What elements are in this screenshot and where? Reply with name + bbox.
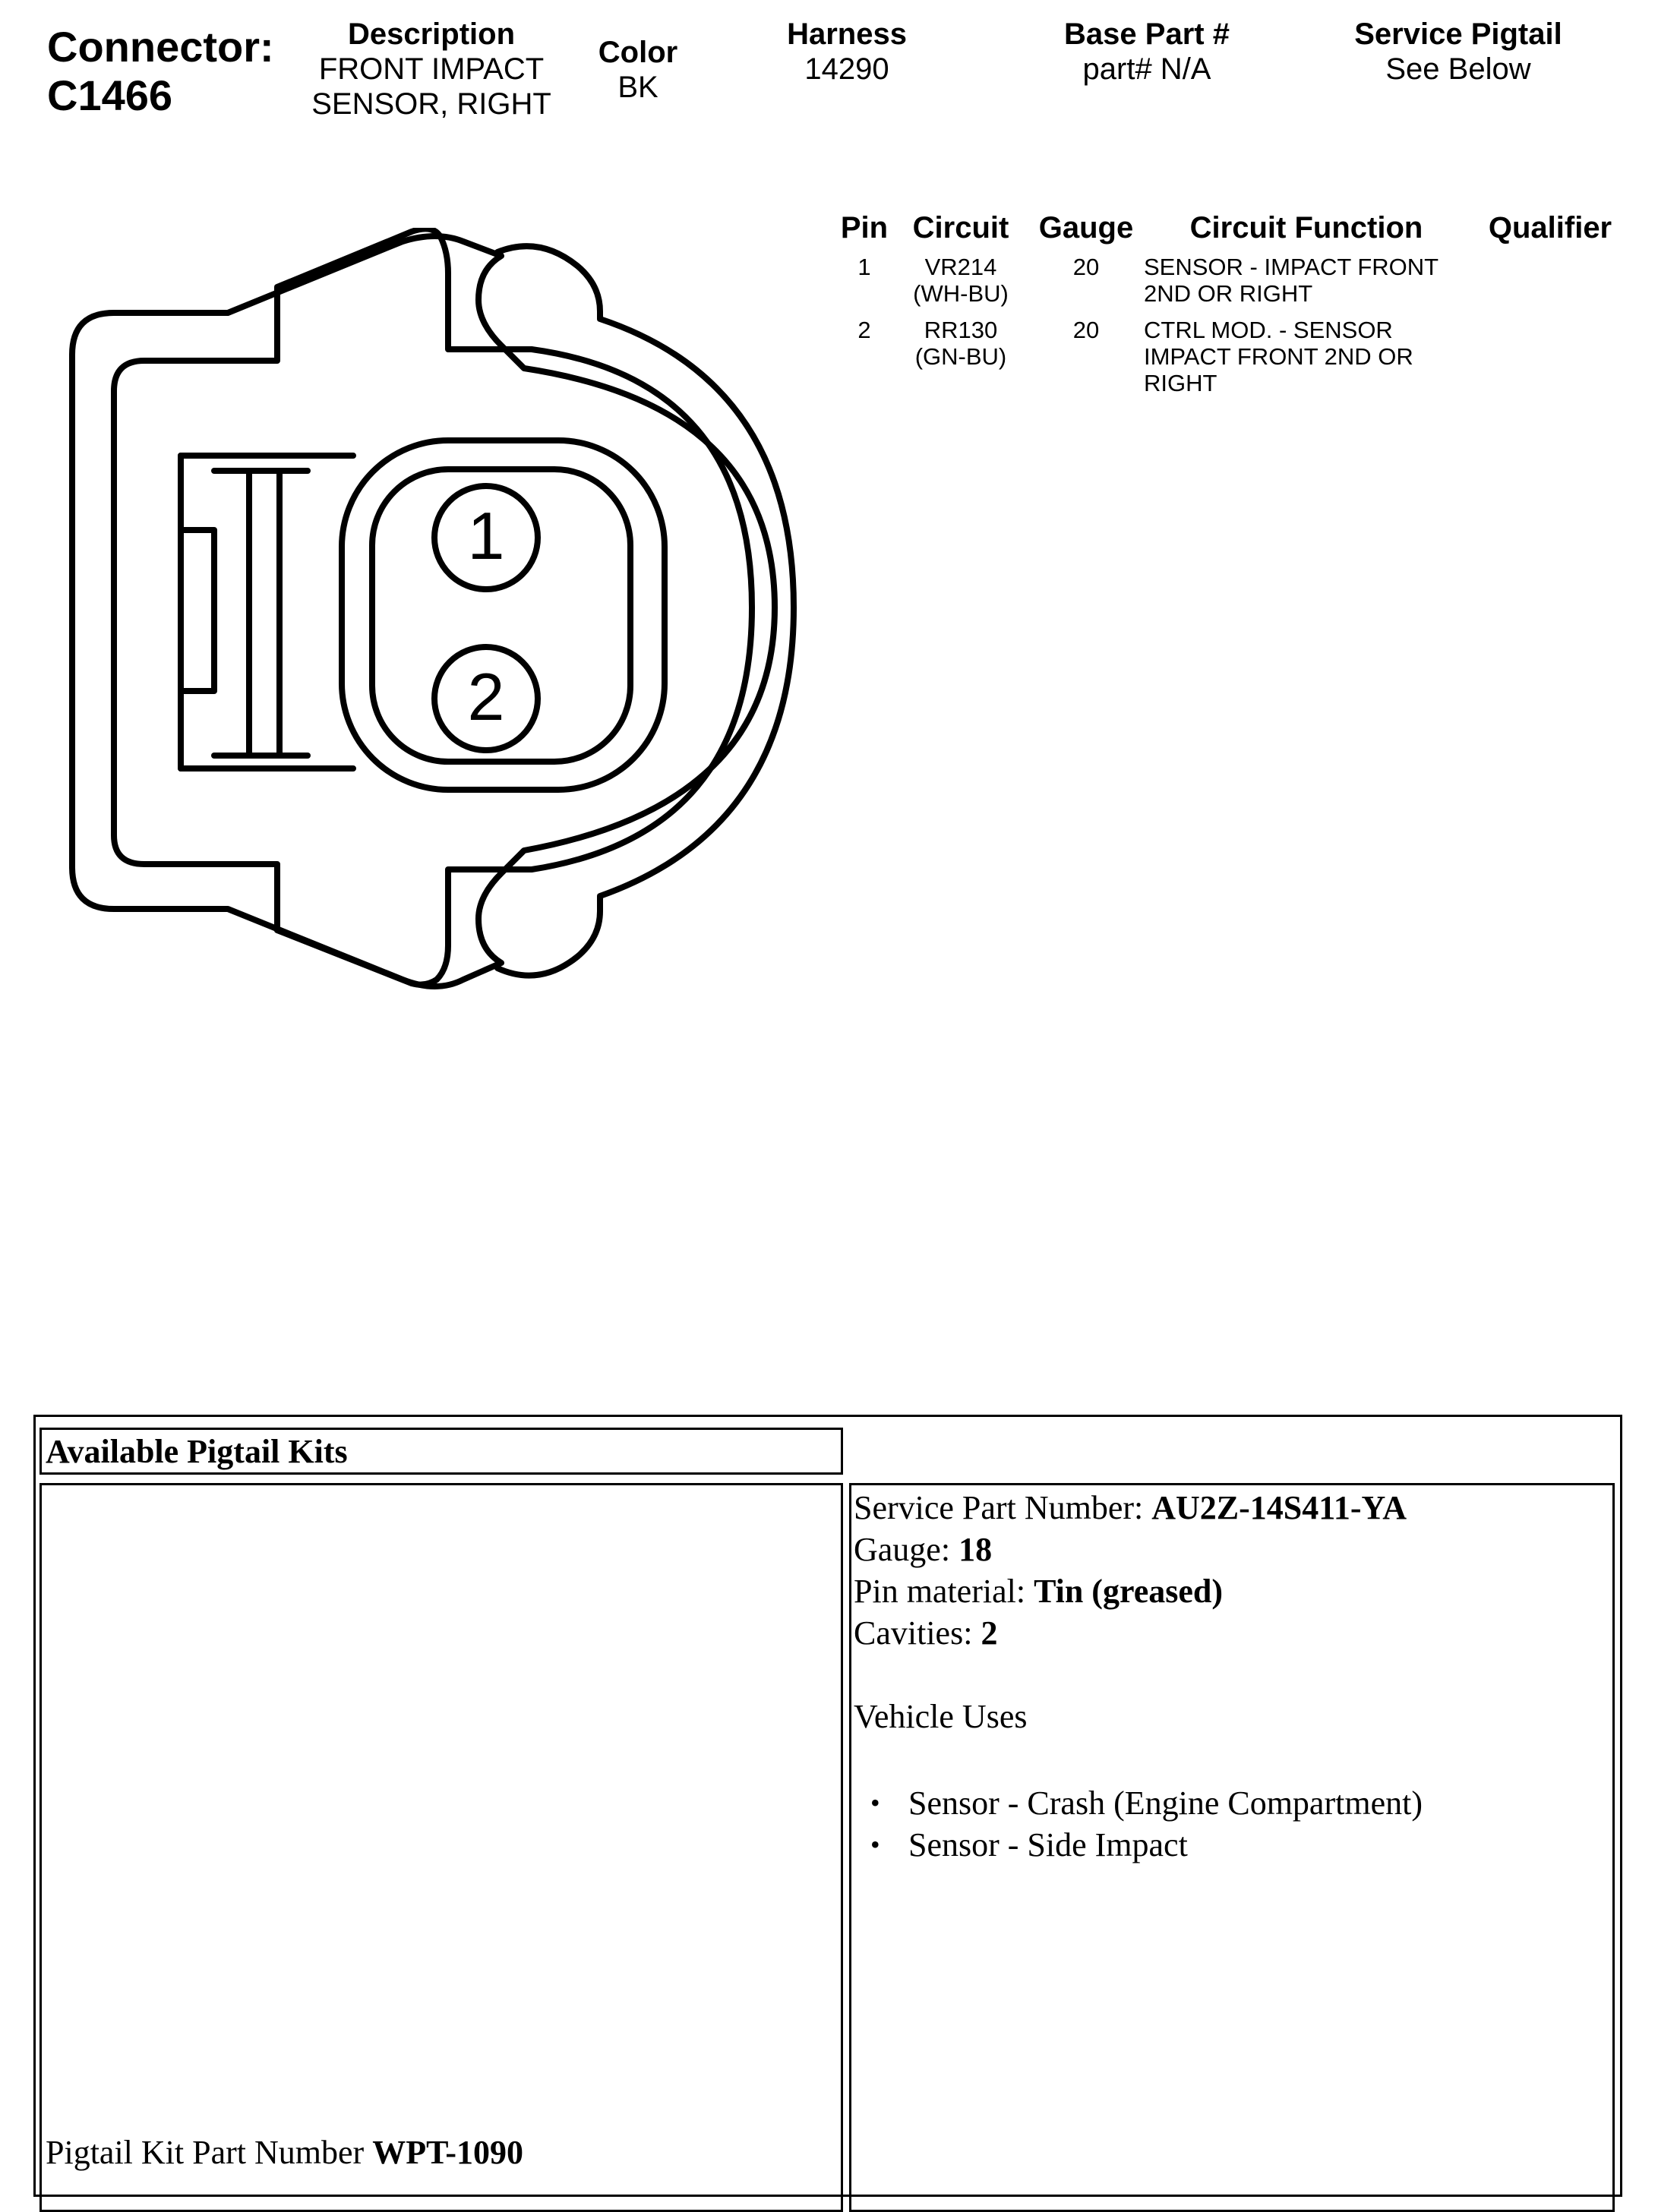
cavity-2-label: 2 — [467, 659, 505, 734]
cavities-value: 2 — [981, 1614, 998, 1652]
connector-label: Connector: — [47, 23, 274, 71]
base-part-heading: Base Part # — [1064, 17, 1230, 51]
service-part-value: AU2Z-14S411-YA — [1151, 1489, 1407, 1526]
cavities-label: Cavities: — [854, 1614, 973, 1652]
service-part-number — [854, 1487, 1407, 1529]
pin-material-label: Pin material: — [854, 1573, 1026, 1610]
harness-value: 14290 — [804, 52, 889, 86]
pigtail-kit-part-value: WPT-1090 — [372, 2134, 524, 2171]
service-part-label: Service Part Number: — [854, 1489, 1144, 1526]
vehicle-use-item: • Sensor - Crash (Engine Compartment) — [908, 1782, 1423, 1824]
pin-header: Pin — [840, 211, 889, 245]
latch-lock — [181, 456, 353, 768]
color-column — [577, 35, 699, 105]
description-line-1: FRONT IMPACT — [318, 52, 545, 86]
qualifier-header: Qualifier — [1488, 211, 1612, 245]
pin-2-function-line: IMPACT FRONT 2ND OR — [1144, 343, 1413, 370]
pin-1-wire-color: (WH-BU) — [913, 280, 1009, 307]
description-heading: Description — [347, 17, 516, 51]
pin-2-wire-color: (GN-BU) — [914, 343, 1007, 370]
circuit-header: Circuit — [912, 211, 1009, 245]
harness-column — [760, 17, 934, 87]
service-pigtail-heading: Service Pigtail — [1354, 17, 1562, 51]
pin-1-circuit — [896, 254, 1025, 307]
kit-gauge — [854, 1529, 992, 1570]
service-pigtail-column — [1322, 17, 1595, 87]
pigtail-kit-part-number — [46, 2132, 523, 2173]
pin-1-function-line: SENSOR - IMPACT FRONT — [1144, 254, 1439, 280]
pin-2-number: 2 — [857, 317, 871, 343]
service-pigtail-value: See Below — [1385, 52, 1531, 86]
pin-1-function — [1144, 254, 1478, 307]
gauge-header: Gauge — [1038, 211, 1134, 245]
kit-gauge-value: 18 — [958, 1531, 993, 1568]
pin-2-function-line: RIGHT — [1144, 370, 1217, 396]
vehicle-uses-heading: Vehicle Uses — [854, 1698, 1028, 1735]
pin-2-gauge: 20 — [1072, 317, 1100, 343]
description-line-2: SENSOR, RIGHT — [311, 87, 551, 121]
connector-id: C1466 — [47, 71, 173, 119]
cavity-1-label: 1 — [467, 498, 505, 573]
pin-2-circuit — [896, 317, 1025, 370]
pin-1-function-line: 2ND OR RIGHT — [1144, 280, 1313, 307]
pigtail-kits-title: Available Pigtail Kits — [46, 1433, 348, 1470]
description-column — [295, 17, 568, 121]
pin-2-circuit-id: RR130 — [924, 317, 998, 343]
connector-face-diagram — [53, 228, 813, 1002]
base-part-column — [1033, 17, 1261, 87]
pigtail-kit-part-label: Pigtail Kit Part Number — [46, 2134, 365, 2171]
pin-material — [854, 1570, 1223, 1612]
color-heading: Color — [598, 36, 678, 69]
pigtail-kit-image-cell — [39, 1483, 843, 2212]
kit-gauge-label: Gauge: — [854, 1531, 951, 1568]
vehicle-use-item: • Sensor - Side Impact — [908, 1824, 1188, 1866]
pin-material-value: Tin (greased) — [1034, 1573, 1224, 1610]
color-value: BK — [617, 71, 658, 104]
circuit-function-header: Circuit Function — [1189, 211, 1423, 245]
connector-heading — [47, 23, 274, 120]
cavities — [854, 1612, 997, 1654]
pin-2-function — [1144, 317, 1478, 396]
base-part-value: part# N/A — [1082, 52, 1211, 86]
pin-1-number: 1 — [857, 254, 871, 280]
pin-2-function-line: CTRL MOD. - SENSOR — [1144, 317, 1393, 343]
pin-1-circuit-id: VR214 — [924, 254, 997, 280]
pin-1-gauge: 20 — [1072, 254, 1100, 280]
harness-heading: Harness — [787, 17, 907, 51]
